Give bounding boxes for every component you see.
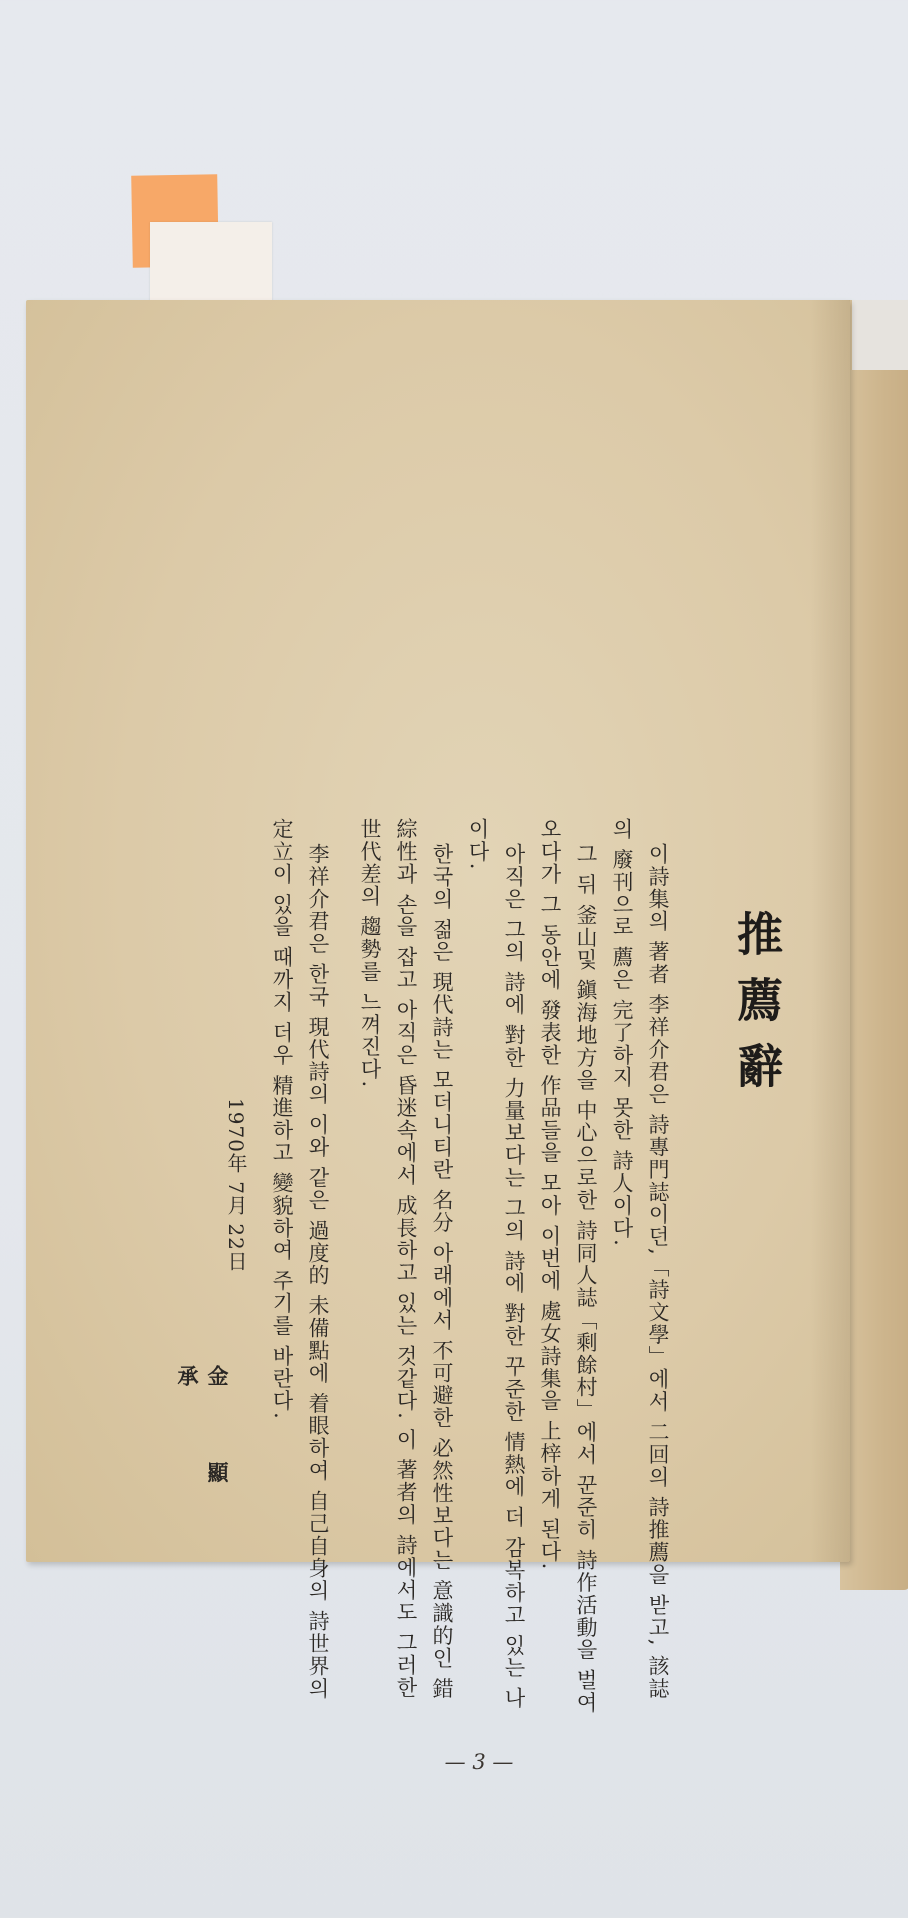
page-number: — 3 — xyxy=(444,1750,514,1774)
next-page-edge xyxy=(840,300,908,1590)
paragraph-3: 아직은 그의 詩에 對한 力量보다는 그의 詩에 對한 꾸준한 情熱에 더 감복하고 있는 나이다. xyxy=(466,818,526,1710)
foreword-body xyxy=(256,818,676,1718)
paragraph-4: 한국의 젊은 現代詩는 모더니티란 名分 아래에서 不可避한 必然性보다는 意識的인 錯綜性과 손을 잡고 아직은 昏迷속에서 成長하고 있는 것같다. 이 著者의 詩에서도 그러한 世代差의 趨勢를 느껴진다. xyxy=(358,818,454,1700)
next-page-tab xyxy=(852,300,908,370)
author-name: 金 顯 承 xyxy=(175,1365,230,1517)
page-title: 推薦辭 xyxy=(730,910,784,1108)
paragraph-1: 이詩集의 著者 李祥介君은 詩專門誌이던,「詩文學」에서 二回의 詩推薦을 받고, 該誌의 廢刊으로 薦은 完了하지 못한 詩人이다. xyxy=(610,818,670,1700)
paragraph-5: 李祥介君은 한국 現代詩의 이와 같은 過度的 未備點에 着眼하여 自己自身의 詩世界의 定立이 있을 때까지 더우 精進하고 變貌하여 주기를 바란다. xyxy=(270,818,330,1700)
sticky-note-white xyxy=(150,222,272,306)
paragraph-2: 그 뒤 釜山및 鎭海地方을 中心으로한 詩同人誌「剩餘村」에서 꾼준히 詩作活動을 벌여오다가 그 동안에 發表한 作品들을 모아 이번에 處女詩集을 上梓하게 된다. xyxy=(538,818,598,1715)
date-line: 1970年 7月 22日 xyxy=(224,1098,248,1272)
book-page xyxy=(26,300,850,1774)
